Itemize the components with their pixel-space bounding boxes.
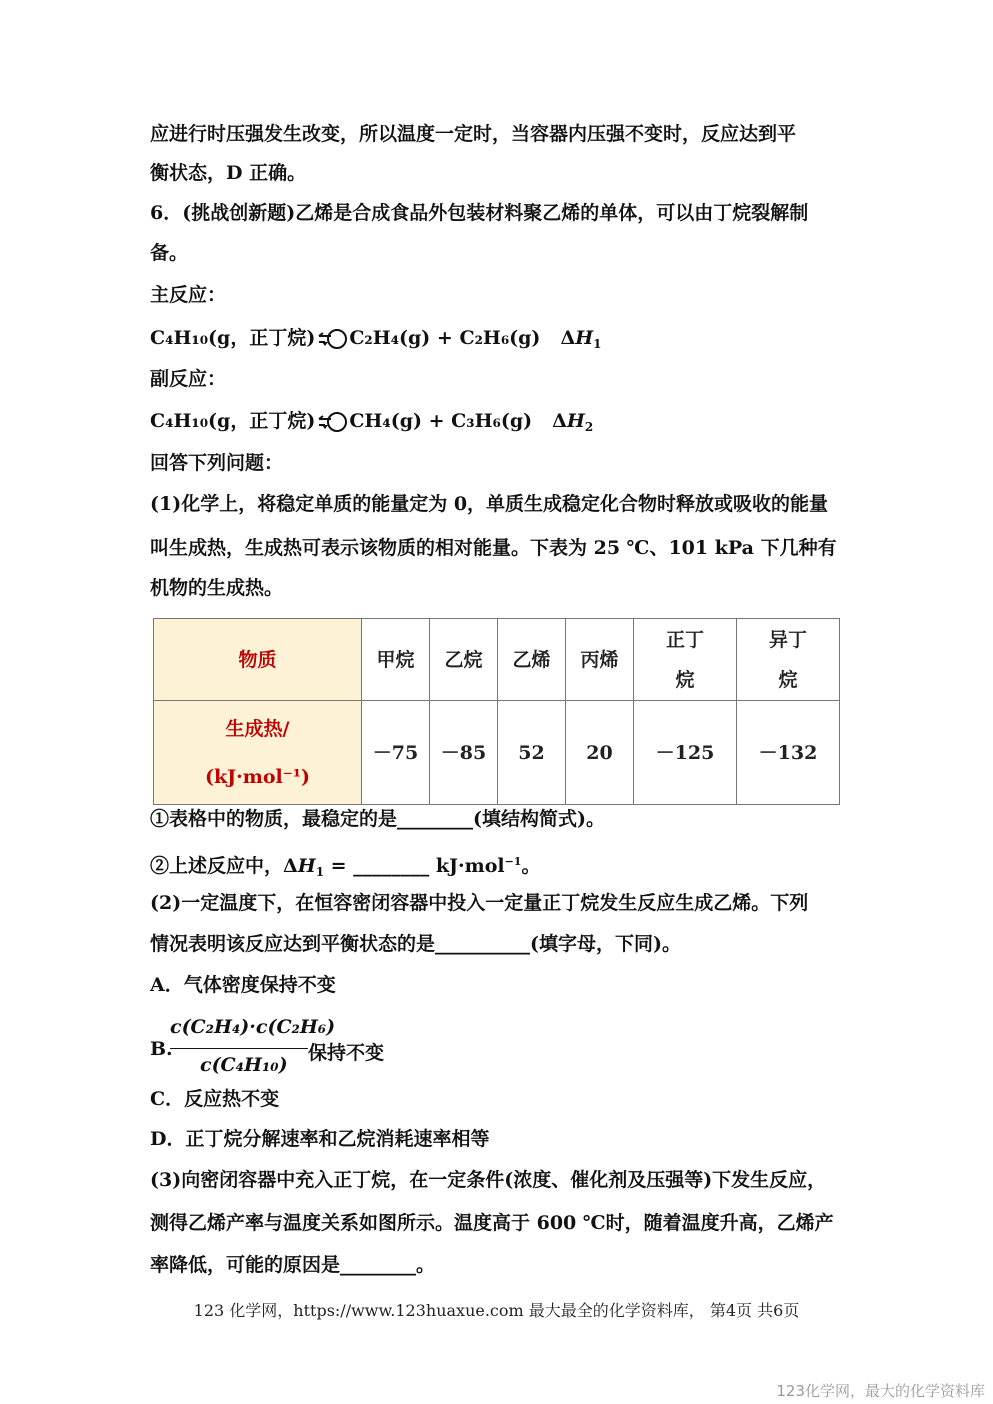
watermark: 123化学网，最大的化学资料库: [776, 1382, 985, 1400]
formation-heat-table: [153, 618, 840, 805]
option-d: D．正丁烷分解速率和乙烷消耗速率相等: [150, 1128, 490, 1150]
table-cell: －132: [737, 701, 840, 805]
part-1-text: (1)化学上，将稳定单质的能量定为 0，单质生成稳定化合物时释放或吸收的能量: [150, 493, 829, 515]
enthalpy-sub: 1: [315, 865, 325, 879]
part-3-text: 测得乙烯产率与温度关系如图所示。温度高于 600 ℃时，随着温度升高，乙烯产: [150, 1212, 834, 1234]
option-b-text: 保持不变: [308, 1042, 385, 1064]
table-cell: [634, 619, 737, 701]
fraction-denominator: c(C₄H₁₀): [200, 1054, 288, 1076]
table-cell: [737, 619, 840, 701]
text-line: 衡状态，D 正确。: [150, 162, 307, 184]
q-text: = ________ kJ·mol: [324, 855, 505, 877]
question-1-2: [150, 849, 850, 885]
enthalpy-sub: 2: [584, 420, 594, 434]
enthalpy-var: H: [297, 855, 316, 877]
page-footer: 123 化学网，https://www.123huaxue.com 最大最全的化学资料库， 第4页 共6页: [193, 1301, 800, 1320]
table-cell-text: 异丁烷: [768, 628, 807, 691]
option-b-label: B.: [150, 1038, 173, 1060]
part-2-text: 情况表明该反应达到平衡状态的是__________(填字母，下同)。: [150, 933, 681, 955]
option-a: A．气体密度保持不变: [150, 974, 336, 996]
q-text: 。: [521, 855, 541, 877]
table-row: [154, 619, 840, 701]
option-c: C．反应热不变: [150, 1088, 280, 1110]
side-reaction-label: 副反应：: [150, 368, 227, 390]
side-reaction-equation: [150, 408, 850, 440]
part-3-text: 率降低，可能的原因是________。: [150, 1254, 436, 1276]
table-cell: 52: [498, 701, 566, 805]
part-1-text: 叫生成热，生成热可表示该物质的相对能量。下表为 25 ℃、101 kPa 下几种有: [150, 537, 837, 559]
answer-intro: 回答下列问题：: [150, 452, 284, 474]
heat-unit: (kJ·mol⁻¹): [204, 765, 311, 788]
products: CH₄(g) + C₃H₆(g): [349, 410, 533, 432]
main-reaction-label: 主反应：: [150, 284, 227, 306]
table-cell: 甲烷: [362, 619, 430, 701]
reversible-arrow-icon: [317, 411, 347, 433]
table-cell: －85: [430, 701, 498, 805]
fraction-numerator: c(C₂H₄)·c(C₂H₆): [170, 1016, 336, 1038]
table-row: [154, 701, 840, 805]
table-cell-text: 正丁烷: [665, 628, 704, 691]
enthalpy-sub: 1: [593, 337, 602, 351]
part-3-text: (3)向密闭容器中充入正丁烷，在一定条件(浓度、催化剂及压强等)下发生反应，: [150, 1169, 827, 1191]
table-cell: －75: [362, 701, 430, 805]
table-cell: －125: [634, 701, 737, 805]
part-2-text: (2)一定温度下，在恒容密闭容器中投入一定量正丁烷发生反应生成乙烯。下列: [150, 892, 809, 914]
part-1-text: 机物的生成热。: [150, 577, 284, 599]
question-1-1: ①表格中的物质，最稳定的是________(填结构简式)。: [150, 808, 605, 830]
fraction-bar: [170, 1048, 308, 1049]
products: C₂H₄(g) + C₂H₆(g): [349, 327, 541, 349]
table-cell: 乙烷: [430, 619, 498, 701]
q-text: ②上述反应中，Δ: [150, 855, 298, 877]
reactant: C₄H₁₀(g，正丁烷): [150, 327, 316, 349]
enthalpy-var: H: [566, 410, 585, 432]
table-header-substance: 物质: [154, 619, 362, 701]
main-reaction-equation: [150, 325, 850, 357]
heat-label: 生成热/: [225, 717, 290, 740]
text-line: 应进行时压强发生改变，所以温度一定时，当容器内压强不变时，反应达到平: [150, 123, 797, 145]
unit-exponent: −1: [504, 855, 522, 868]
table-header-heat: [154, 701, 362, 805]
table-cell: 20: [566, 701, 634, 805]
reversible-arrow-icon: [317, 328, 347, 350]
table-cell: 乙烯: [498, 619, 566, 701]
reactant: C₄H₁₀(g，正丁烷): [150, 410, 316, 432]
table-cell: 丙烯: [566, 619, 634, 701]
delta-symbol: Δ: [552, 410, 567, 432]
delta-symbol: Δ: [560, 327, 576, 349]
text-line: 备。: [150, 242, 189, 264]
question-6-heading: 6．(挑战创新题)乙烯是合成食品外包装材料聚乙烯的单体，可以由丁烷裂解制: [150, 202, 809, 224]
enthalpy-var: H: [575, 327, 594, 349]
